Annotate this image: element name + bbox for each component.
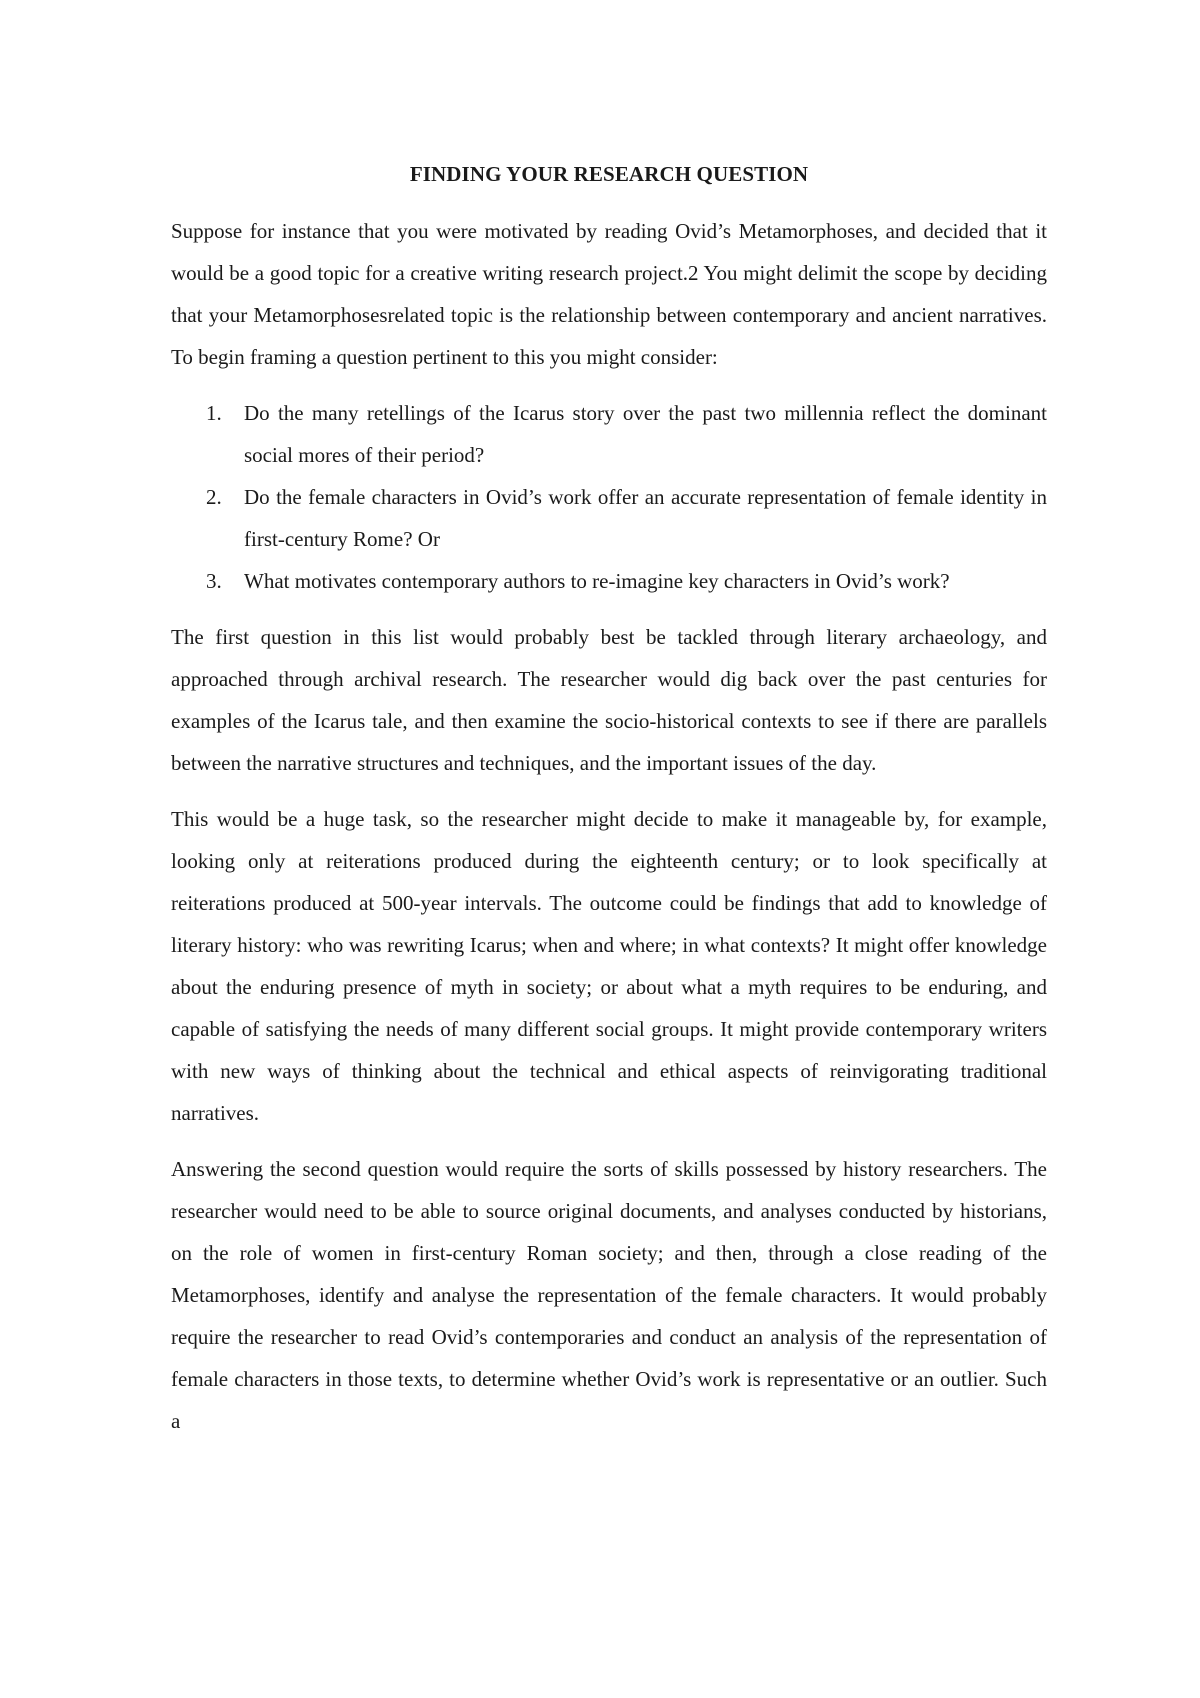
question-number: 2.	[206, 485, 222, 509]
document-body	[171, 158, 1047, 1456]
question-item-2	[171, 476, 1047, 560]
question-text: Do the female characters in Ovid’s work offer an accurate representation of female identity in first-century Rome? Or	[244, 485, 1047, 551]
question-text: Do the many retellings of the Icarus story over the past two millennia reflect the dominant social mores of their period?	[244, 401, 1047, 467]
body-paragraph-huge-task: This would be a huge task, so the researcher might decide to make it manageable by, for example, looking only at reiterations produced during the eighteenth century; or to look specifically at reiterations produced at 500-year intervals. The outcome could be findings that add to knowledge of literary history: who was rewriting Icarus; when and where; in what contexts? It might offer knowledge about the enduring presence of myth in society; or about what a myth requires to be enduring, and capable of satisfying the needs of many different social groups. It might provide contemporary writers with new ways of thinking about the technical and ethical aspects of reinvigorating traditional narratives.	[171, 807, 1047, 1125]
question-number: 3.	[206, 569, 222, 593]
question-item-1	[171, 392, 1047, 476]
intro-paragraph: Suppose for instance that you were motivated by reading Ovid’s Metamorphoses, and decided that it would be a good topic for a creative writing research project.2 You might delimit the scope by deciding that your Metamorphosesrelated topic is the relationship between contemporary and ancient narratives. To begin framing a question pertinent to this you might consider:	[171, 219, 1047, 369]
body-paragraph-second-question: Answering the second question would require the sorts of skills possessed by history researchers. The researcher would need to be able to source original documents, and analyses conducted by historians, on the role of women in first-century Roman society; and then, through a close reading of the Metamorphoses, identify and analyse the representation of the female characters. It would probably require the researcher to read Ovid’s contemporaries and conduct an analysis of the representation of female characters in those texts, to determine whether Ovid’s work is representative or an outlier. Such a	[171, 1157, 1047, 1433]
document-title: FINDING YOUR RESEARCH QUESTION	[409, 162, 809, 186]
question-list	[171, 392, 1047, 602]
question-number: 1.	[206, 401, 222, 425]
question-text: What motivates contemporary authors to re-imagine key characters in Ovid’s work?	[244, 569, 950, 593]
question-item-3	[171, 560, 1047, 602]
body-paragraph-first-question: The first question in this list would probably best be tackled through literary archaeology, and approached through archival research. The researcher would dig back over the past centuries for examples of the Icarus tale, and then examine the socio-historical contexts to see if there are parallels between the narrative structures and techniques, and the important issues of the day.	[171, 625, 1047, 775]
